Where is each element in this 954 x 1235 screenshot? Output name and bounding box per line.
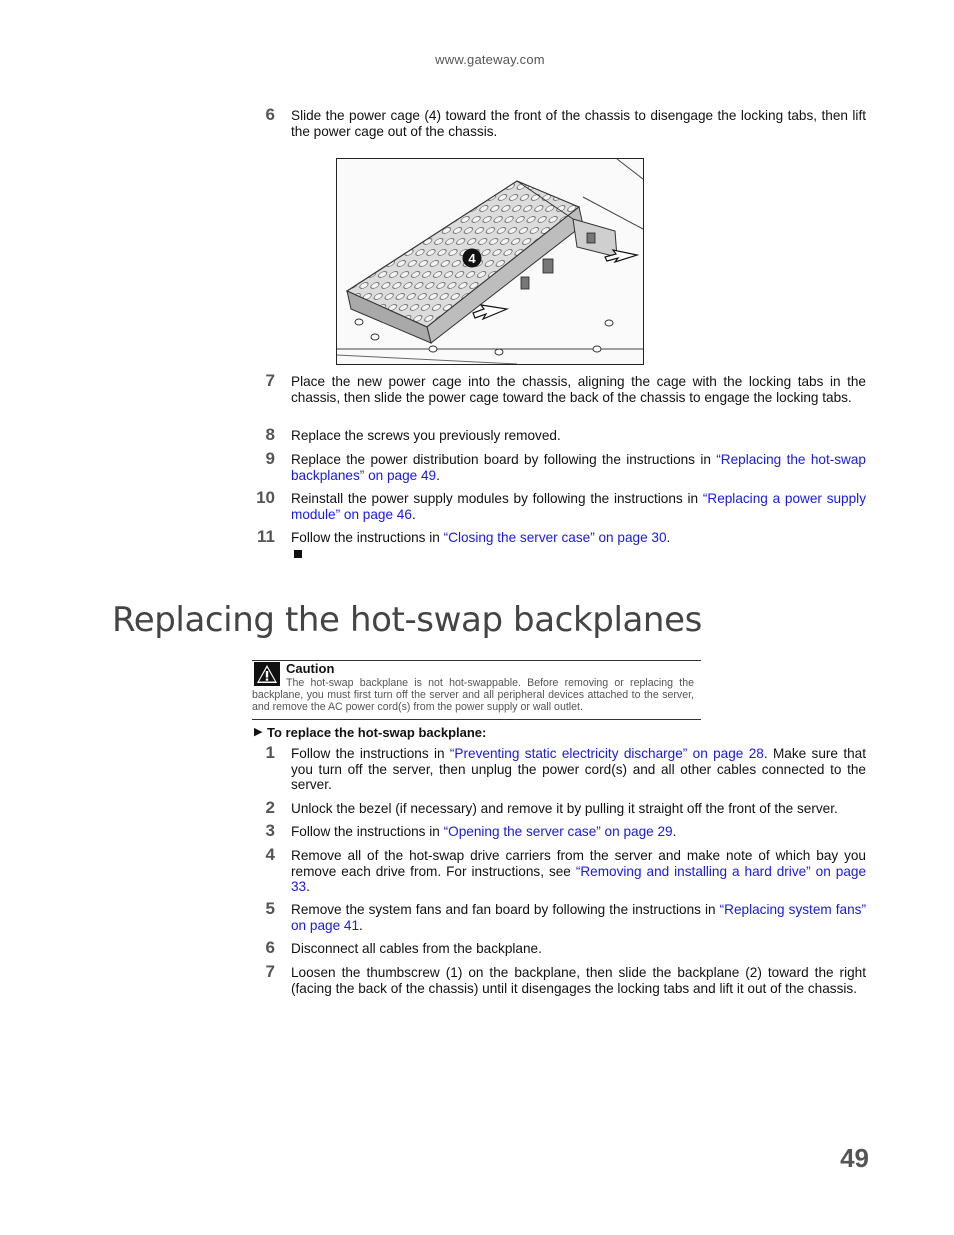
power-cage-illustration (337, 159, 643, 364)
step-number: 9 (265, 449, 275, 468)
cross-reference-link[interactable]: “Removing and installing a hard drive” on page 33 (291, 863, 866, 895)
power-cage-figure (336, 158, 644, 365)
step-text (291, 374, 866, 405)
step-text (291, 848, 866, 895)
step-text-span: . (411, 506, 416, 522)
step-number: 7 (265, 962, 275, 981)
step-text-span: . (436, 467, 440, 483)
step-text-span: Follow the instructions in (291, 824, 444, 839)
step-text-span: Replace the power distribution board by following the instructions in (291, 452, 717, 467)
step-number: 6 (265, 105, 275, 124)
step-number: 10 (256, 488, 275, 507)
step-text (291, 824, 866, 840)
step-number: 6 (265, 938, 275, 957)
header-url: www.gateway.com (435, 52, 545, 67)
step-number: 4 (265, 845, 275, 864)
cross-reference-link[interactable]: “Replacing system fans” on page 41 (291, 902, 866, 933)
step-text-span: Unlock the bezel (if necessary) and remove it by pulling it straight off the front of the server. (291, 801, 838, 816)
figure-callout-label: 4 (468, 251, 476, 266)
step-text (291, 108, 866, 139)
procedure-title: To replace the hot-swap backplane: (267, 725, 487, 740)
step-number: 8 (265, 425, 275, 444)
step-text-span: Slide the power cage (4) toward the front of the chassis to disengage the locking tabs, then lift the power cage out of the chassis. (291, 108, 866, 139)
step-text-span: Disconnect all cables from the backplane. (291, 941, 542, 956)
section-heading: Replacing the hot-swap backplanes (112, 600, 702, 640)
procedure-arrow-icon: ▶ (254, 726, 263, 738)
step-text (291, 902, 866, 933)
caution-text: The hot-swap backplane is not hot-swappable. Before removing or replacing the backplane, you must first turn off the server and all peripheral devices attached to the server, and remove the AC power cord(s) from the power supply or wall outlet. (252, 677, 694, 713)
step-text-span: Remove the system fans and fan board by following the instructions in (291, 902, 720, 917)
step-text-span: . Make sure that you turn off the server, then unplug the power cord(s) and all other cables connected to the server. (291, 746, 866, 793)
step-text-span: . (672, 824, 677, 839)
step-text-span: Replace the screws you previously removed. (291, 428, 561, 443)
step-text (291, 428, 866, 444)
step-text-span: Reinstall the power supply modules by following the instructions in (291, 491, 703, 506)
step-text-span: . (359, 917, 363, 933)
step-text-span: Place the new power cage into the chassis, aligning the cage with the locking tabs in the chassis, then slide the power cage toward the back of the chassis to engage the locking tabs. (291, 374, 866, 405)
caution-title: Caution (286, 661, 335, 676)
step-text-span: . (306, 879, 310, 895)
step-number: 7 (265, 371, 275, 390)
step-number: 3 (265, 821, 275, 840)
step-text (291, 491, 866, 522)
step-text (291, 452, 866, 483)
section-end-marker (294, 550, 302, 558)
step-number: 2 (265, 798, 275, 817)
step-text-span: Loosen the thumbscrew (1) on the backplane, then slide the backplane (2) toward the right (facing the back of the chassis) until it disengages the locking tabs and lift it out of the chassis. (291, 965, 866, 996)
cross-reference-link[interactable]: “Replacing the hot-swap backplanes” on page 49 (291, 452, 866, 483)
page-number: 49 (840, 1143, 869, 1173)
step-text-span: Follow the instructions in (291, 746, 450, 761)
step-text (291, 941, 866, 957)
cross-reference-link[interactable]: “Opening the server case” on page 29 (443, 824, 673, 839)
step-number: 11 (257, 527, 275, 546)
cross-reference-link[interactable]: “Closing the server case” on page 30 (443, 530, 667, 545)
cross-reference-link[interactable]: “Preventing static electricity discharge” on page 28 (449, 746, 764, 761)
step-number: 5 (265, 899, 275, 918)
step-text (291, 801, 866, 817)
step-text-span: Remove all of the hot-swap drive carriers from the server and make note of which bay you remove each drive from. For instructions, see (291, 848, 866, 879)
step-text (291, 746, 866, 793)
step-text (291, 965, 866, 996)
step-text-span: Follow the instructions in (291, 530, 444, 545)
step-text (291, 530, 866, 546)
cross-reference-link[interactable]: “Replacing a power supply module” on page 46 (291, 491, 866, 522)
step-text-span: . (666, 530, 671, 545)
step-number: 1 (265, 743, 275, 762)
